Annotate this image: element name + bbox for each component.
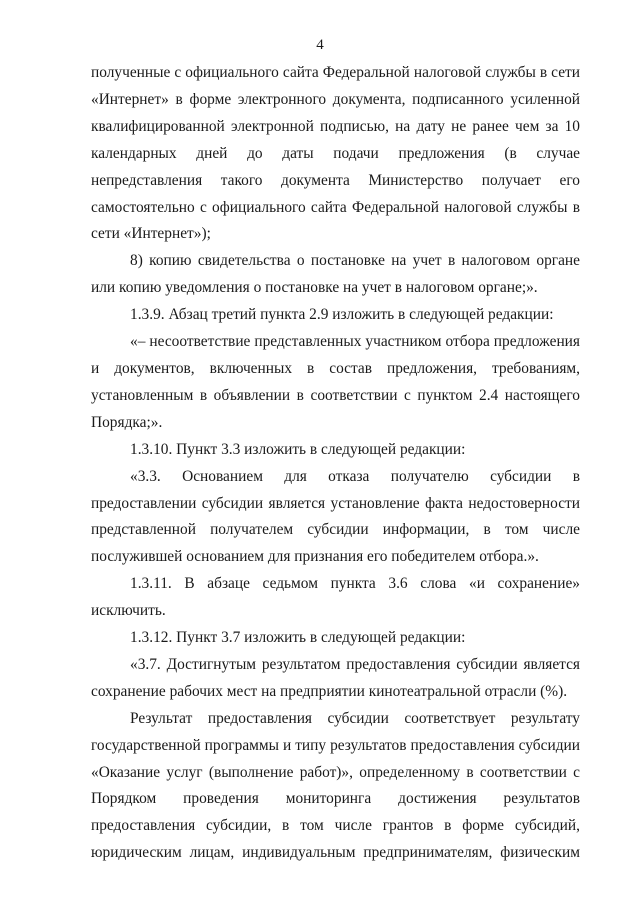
- paragraph-1-3-10: 1.3.10. Пункт 3.3 изложить в следующей редакции:: [130, 440, 466, 458]
- paragraph-1-3-9: 1.3.9. Абзац третий пункта 2.9 изложить в следующей редакции:: [130, 306, 554, 324]
- paragraph-continuation: полученные с официального сайта Федеральной налоговой службы в сети «Интернет» в форме электронного документа, подписанного усиленной квалифицированной электронной подписью, на дату не ранее чем за 10 календарных дней до даты подачи предложения (в случае непредставления такого документа Министерство получает его самостоятельно с официального сайта Федеральной налоговой службы в сети «Интернет»);: [91, 64, 580, 243]
- paragraph-quote-3-7: «3.7. Достигнутым результатом предоставления субсидии является сохранение рабочих мест на предприятии кинотеатральной отрасли (%).: [91, 655, 580, 700]
- paragraph-quote-2-9: «– несоответствие представленных участником отбора предложения и документов, включенных в состав предложения, требованиям, установленным в объявлении в соответствии с пунктом 2.4 настоящего Порядка;».: [91, 333, 580, 431]
- page-number: 4: [316, 37, 324, 53]
- document-body: [91, 60, 580, 867]
- paragraph-1-3-12: 1.3.12. Пункт 3.7 изложить в следующей редакции:: [130, 629, 466, 647]
- paragraph-item-8: 8) копию свидетельства о постановке на учет в налоговом органе или копию уведомления о постановке на учет в налоговом органе;».: [91, 252, 580, 297]
- paragraph-result: Результат предоставления субсидии соответствует результату государственной программы и типу результатов предоставления субсидии «Оказание услуг (выполнение работ)», определенному в соответствии с Порядком проведения мониторинга достижения результатов предоставления субсидии, в том числе грантов в форме субсидий, юридическим лицам, индивидуальным предпринимателям, физическим: [91, 709, 580, 862]
- paragraph-quote-3-3: «3.3. Основанием для отказа получателю субсидии в предоставлении субсидии является установление факта недостоверности представленной получателем субсидии информации, в том числе послужившей основанием для признания его победителем отбора.».: [91, 467, 580, 566]
- paragraph-1-3-11: 1.3.11. В абзаце седьмом пункта 3.6 слова «и сохранение» исключить.: [91, 575, 580, 620]
